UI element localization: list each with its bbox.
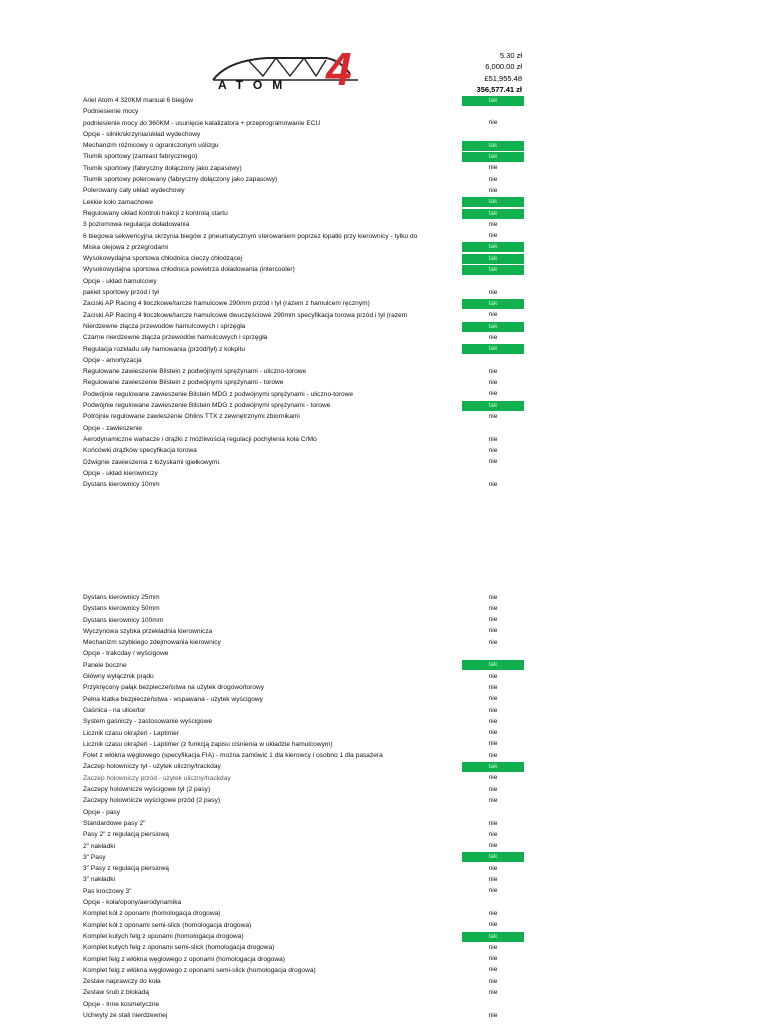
price-line: £51,955.48: [484, 73, 522, 83]
option-value: nie: [488, 311, 498, 319]
option-label: Potrójnie regulowane zawieszenie Ohlins TTX z zewnętrznymi zbiornikami: [83, 413, 300, 421]
option-value: tak: [462, 762, 524, 772]
option-row: [0, 457, 768, 468]
section-header-row: [0, 276, 768, 287]
section-header-row: [0, 355, 768, 366]
option-value: nie: [488, 458, 498, 466]
option-label: Zaciski AP Racing 4 tłoczkowe/tarcze hamulcowe dwuczęściowe 290mm specyfikacja torowa przód i tył (razem: [83, 311, 408, 319]
option-value: tak: [462, 265, 524, 275]
option-value: nie: [488, 796, 498, 804]
option-label: Miska olejowa z przegrodami: [83, 243, 169, 251]
option-label: Komplet kutych felg z oponami semi-slick (homologacja drogowa): [83, 944, 275, 952]
option-row: [0, 954, 768, 965]
option-label: Gaśnica - na ulice/tor: [83, 706, 146, 714]
option-value: tak: [462, 96, 524, 106]
option-row: [0, 908, 768, 919]
option-value: nie: [488, 480, 498, 488]
option-value: nie: [488, 333, 498, 341]
option-value: tak: [462, 141, 524, 151]
option-label: Główny wyłącznik prądu: [83, 673, 154, 681]
option-row: [0, 95, 768, 106]
option-value: nie: [488, 842, 498, 850]
option-value: nie: [488, 164, 498, 172]
section-header-row: [0, 648, 768, 659]
option-row: [0, 479, 768, 490]
option-label: Zestaw śrub z blokadą: [83, 989, 149, 997]
option-label: Dystans kierownicy 100mm: [83, 616, 164, 624]
option-row: [0, 886, 768, 897]
option-label: Komplet kutych felg z oponami (homologacja drogowa): [83, 932, 244, 940]
option-row: [0, 377, 768, 388]
section-header: Opcje - układ kierowniczy: [83, 469, 158, 477]
option-row: [0, 332, 768, 343]
option-value: nie: [488, 435, 498, 443]
option-label: podniesienie mocy do 360KM - usunięcie katalizatora + przeprogramowanie ECU: [83, 119, 321, 127]
option-value: nie: [488, 977, 498, 985]
option-row: [0, 773, 768, 784]
price-line: 6,000.00 zł: [485, 62, 522, 72]
option-value: nie: [488, 717, 498, 725]
option-label: Wysokowydajna sportowa chłodnica cieczy chłodzącej: [83, 255, 243, 263]
option-label: Polerowany cały układ wydechowy: [83, 187, 185, 195]
option-label: Końcówki drążków specyfikacja torowa: [83, 447, 197, 455]
option-value: nie: [488, 819, 498, 827]
option-row: [0, 592, 768, 603]
option-label: Podwójnie regulowane zawieszenie Bilstein MDG z podwójnymi sprężynami - uliczno-torowe: [83, 390, 354, 398]
option-label: Lekkie koło zamachowe: [83, 198, 154, 206]
option-label: Dystans kierownicy 10mm: [83, 481, 160, 489]
option-label: pakiet sportowy przód i tył: [83, 289, 159, 297]
option-label: Komplet felg z włókna węglowego z oponami semi-slick (homologacja drogowa): [83, 966, 316, 974]
option-row: [0, 197, 768, 208]
option-label: 3" Pasy: [83, 853, 106, 861]
option-value: nie: [488, 695, 498, 703]
option-label: 3" Pasy z regulacją piersiową: [83, 865, 169, 873]
option-value: nie: [488, 740, 498, 748]
option-row: [0, 298, 768, 309]
option-label: Komplet kół z oponami (homologacja drogowa): [83, 910, 221, 918]
option-row: [0, 671, 768, 682]
option-label: Zaczep holowniczy tył - użytek uliczny/trackday: [83, 763, 221, 771]
option-row: [0, 626, 768, 637]
option-value: nie: [488, 175, 498, 183]
option-label: Pełna klatka bezpieczeństwa - wspawana - użytek wyścigowy: [83, 695, 263, 703]
option-value: tak: [462, 852, 524, 862]
option-row: [0, 219, 768, 230]
option-value: nie: [488, 683, 498, 691]
option-row: [0, 434, 768, 445]
option-row: [0, 795, 768, 806]
section-header: Opcje - silnik/skrzynia/układ wydechowy: [83, 130, 201, 138]
option-label: 6 biegowa sekwencyjna skrzynia biegów z pneumatycznym sterowaniem poprzez łopatki przy kierownicy - tylko do: [83, 232, 418, 240]
option-value: tak: [462, 322, 524, 332]
option-row: [0, 863, 768, 874]
option-row: [0, 174, 768, 185]
option-label: Dystans kierownicy 50mm: [83, 605, 160, 613]
option-row: [0, 716, 768, 727]
option-row: [0, 603, 768, 614]
option-row: [0, 208, 768, 219]
option-label: Regulacja rozkładu siły hamowania (przód/tył) z kokpitu: [83, 345, 245, 353]
section-header: Opcje - trakcday / wyścigowe: [83, 650, 169, 658]
option-label: Przykręcony pałąk bezpieczeństwa na użytek drogowo/torowy: [83, 684, 265, 692]
option-value: nie: [488, 638, 498, 646]
option-value: nie: [488, 367, 498, 375]
option-value: nie: [488, 966, 498, 974]
option-value: nie: [488, 955, 498, 963]
option-value: tak: [462, 197, 524, 207]
option-row: [0, 118, 768, 129]
option-value: tak: [462, 242, 524, 252]
option-label: Ariel Atom 4 320KM manual 6 biegów: [83, 97, 193, 104]
option-value: nie: [488, 220, 498, 228]
option-row: [0, 750, 768, 761]
option-label: 3" nakładki: [83, 876, 116, 884]
option-value: nie: [488, 288, 498, 296]
option-label: 2" nakładki: [83, 842, 116, 850]
option-value: nie: [488, 446, 498, 454]
option-row: [0, 965, 768, 976]
option-value: nie: [488, 909, 498, 917]
option-value: nie: [488, 186, 498, 194]
option-label: Zestaw naprawczy do koła: [83, 978, 161, 986]
option-label: Regulowany układ kontroli trakcji z kontrolą startu: [83, 209, 228, 217]
option-row: [0, 874, 768, 885]
section-header-row: [0, 129, 768, 140]
option-label: Licznik czasu okrążeń - Laptimer: [83, 729, 180, 737]
option-label: Wyczynowa szybka przekładnia kierownicza: [83, 627, 213, 635]
option-value: tak: [462, 152, 524, 162]
option-label: Zaczepy holownicze wyścigowe tył (2 pasy): [83, 786, 211, 794]
option-label: Czarne nierdzewne złącza przewodów hamulcowych i sprzęgła: [83, 334, 268, 342]
option-row: [0, 942, 768, 953]
option-value: nie: [488, 988, 498, 996]
option-label: Folet z włókna węglowego (specyfikacja FIA) - można zamówić 1 dla kierowcy i osobno 1 dla pasażera: [83, 752, 383, 760]
option-label: Dźwignie zawieszenia z łożyskami igiełkowymi.: [83, 458, 221, 466]
option-label: Panele boczne: [83, 661, 127, 669]
option-label: Mechanizm szybkiego zdejmowania kierownicy: [83, 639, 221, 647]
option-value: nie: [488, 887, 498, 895]
section-header-row: [0, 106, 768, 117]
option-row: [0, 739, 768, 750]
option-label: Dystans kierownicy 25mm: [83, 594, 160, 601]
section-header: Opcje - Inne kosmetyczne: [83, 1000, 160, 1008]
option-row: [0, 615, 768, 626]
option-label: Nierdzewne złącza przewodów hamulcowych i sprzęgła: [83, 322, 246, 330]
section-header: Podniesienie mocy: [83, 108, 139, 116]
option-value: nie: [488, 379, 498, 387]
option-label: Komplet felg z włókna węglowego z oponami (homologacja drogowa): [83, 955, 285, 963]
option-row: [0, 976, 768, 987]
option-value: nie: [488, 616, 498, 624]
section-header: Opcje - amortyzacja: [83, 356, 142, 364]
section-header-row: [0, 807, 768, 818]
option-label: Tłumik sportowy (zamiast fabrycznego): [83, 153, 198, 161]
option-row: [0, 705, 768, 716]
option-label: Pas kroczowy 3": [83, 887, 132, 895]
option-label: Tłumik sportowy (fabryczny dołączony jako zapasowy): [83, 164, 242, 172]
option-row: [0, 310, 768, 321]
option-label: Zaciski AP Racing 4 tłoczkowe/tarcze hamulcowe 290mm przód i tył (razem z hamulcem ręcznym): [83, 300, 370, 308]
option-value: nie: [488, 593, 498, 601]
option-row: [0, 411, 768, 422]
option-row: [0, 151, 768, 162]
option-label: 3 poziomowa regulacja doładowania: [83, 221, 190, 229]
option-label: Regulowane zawieszenie Bilstein z podwójnymi sprężynami - uliczno-torowe: [83, 368, 307, 376]
option-row: [0, 660, 768, 671]
option-row: [0, 287, 768, 298]
option-row: [0, 231, 768, 242]
option-row: [0, 987, 768, 998]
option-row: [0, 253, 768, 264]
logo-number: 4: [326, 43, 352, 95]
option-row: [0, 682, 768, 693]
option-value: nie: [488, 232, 498, 240]
option-row: [0, 818, 768, 829]
option-value: nie: [488, 785, 498, 793]
option-row: [0, 344, 768, 355]
section-header-row: [0, 897, 768, 908]
price-summary: [430, 50, 522, 95]
options-table-part1: [0, 95, 768, 490]
option-value: nie: [488, 876, 498, 884]
option-row: [0, 163, 768, 174]
option-row: [0, 841, 768, 852]
option-value: nie: [488, 706, 498, 714]
option-value: tak: [462, 660, 524, 670]
option-label: Mechanizm różnicowy o ograniczonym uślizgu: [83, 142, 219, 150]
option-value: nie: [488, 921, 498, 929]
section-header-row: [0, 468, 768, 479]
option-value: nie: [488, 672, 498, 680]
options-table-part2: [0, 592, 768, 1021]
price-line: 356,577.41 zł: [476, 84, 522, 94]
option-label: Wysokowydajna sportowa chłodnica powietrza doładowania (intercooler): [83, 266, 295, 274]
option-row: [0, 761, 768, 772]
section-header: Opcje - koła/opony/aerodynamika: [83, 899, 182, 907]
option-label: Regulowane zawieszenie Bilstein z podwójnymi sprężynami - torowe: [83, 379, 284, 387]
option-row: [0, 389, 768, 400]
option-row: [0, 784, 768, 795]
section-header: Opcje - zawieszenie: [83, 424, 143, 432]
option-value: tak: [462, 299, 524, 309]
option-row: [0, 637, 768, 648]
option-value: nie: [488, 774, 498, 782]
option-row: [0, 829, 768, 840]
option-label: Tłumik sportowy polerowany (fabryczny dołączony jako zapasowy): [83, 176, 278, 184]
option-row: [0, 920, 768, 931]
option-row: [0, 366, 768, 377]
option-value: nie: [488, 1011, 498, 1019]
option-row: [0, 185, 768, 196]
option-row: [0, 264, 768, 275]
option-label: Zaczep holowniczy przód - użytek uliczny/trackday: [83, 774, 231, 782]
option-row: [0, 400, 768, 411]
option-row: [0, 140, 768, 151]
option-value: nie: [488, 627, 498, 635]
option-label: Podwójnie regulowane zawieszenie Bilstein MDG z podwójnymi sprężynami - torowe: [83, 402, 331, 410]
option-value: nie: [488, 830, 498, 838]
option-value: nie: [488, 751, 498, 759]
option-value: tak: [462, 401, 524, 411]
logo-text: ATOM: [218, 78, 293, 92]
option-row: [0, 1010, 768, 1021]
option-label: Komplet kół z oponami semi-slick (homologacja drogowa): [83, 921, 252, 929]
option-row: [0, 242, 768, 253]
option-row: [0, 931, 768, 942]
section-header-row: [0, 999, 768, 1010]
section-header-row: [0, 423, 768, 434]
option-label: Aerodynamiczne wahacze i drążki z możliwością regulacji pochylenia koła CrMo: [83, 435, 317, 443]
option-value: tak: [462, 254, 524, 264]
section-header: Opcje - układ hamulcowy: [83, 277, 157, 285]
option-value: nie: [488, 119, 498, 127]
option-label: Licznik czasu okrążeń - Laptimer (z funkcją zapisu ciśnienia w układzie hamulcowym): [83, 740, 333, 748]
option-label: System gaśniczy - zastosowanie wyścigowe: [83, 718, 212, 726]
option-row: [0, 321, 768, 332]
option-label: Zaczepy holownicze wyścigowe przód (2 pasy): [83, 797, 221, 805]
option-value: nie: [488, 604, 498, 612]
option-row: [0, 694, 768, 705]
option-value: tak: [462, 344, 524, 354]
option-row: [0, 852, 768, 863]
option-label: Uchwyty ze stali nierdzewnej: [83, 1011, 168, 1019]
price-line: 5.30 zł: [499, 51, 522, 60]
option-label: Standardowe pasy 2": [83, 819, 146, 827]
option-value: nie: [488, 729, 498, 737]
option-value: nie: [488, 390, 498, 398]
option-label: Pasy 2" z regulacją piersiową: [83, 831, 169, 839]
option-value: nie: [488, 943, 498, 951]
option-row: [0, 445, 768, 456]
option-value: nie: [488, 864, 498, 872]
option-value: tak: [462, 932, 524, 942]
section-header: Opcje - pasy: [83, 808, 121, 816]
option-row: [0, 728, 768, 739]
option-value: tak: [462, 209, 524, 219]
option-value: nie: [488, 412, 498, 420]
